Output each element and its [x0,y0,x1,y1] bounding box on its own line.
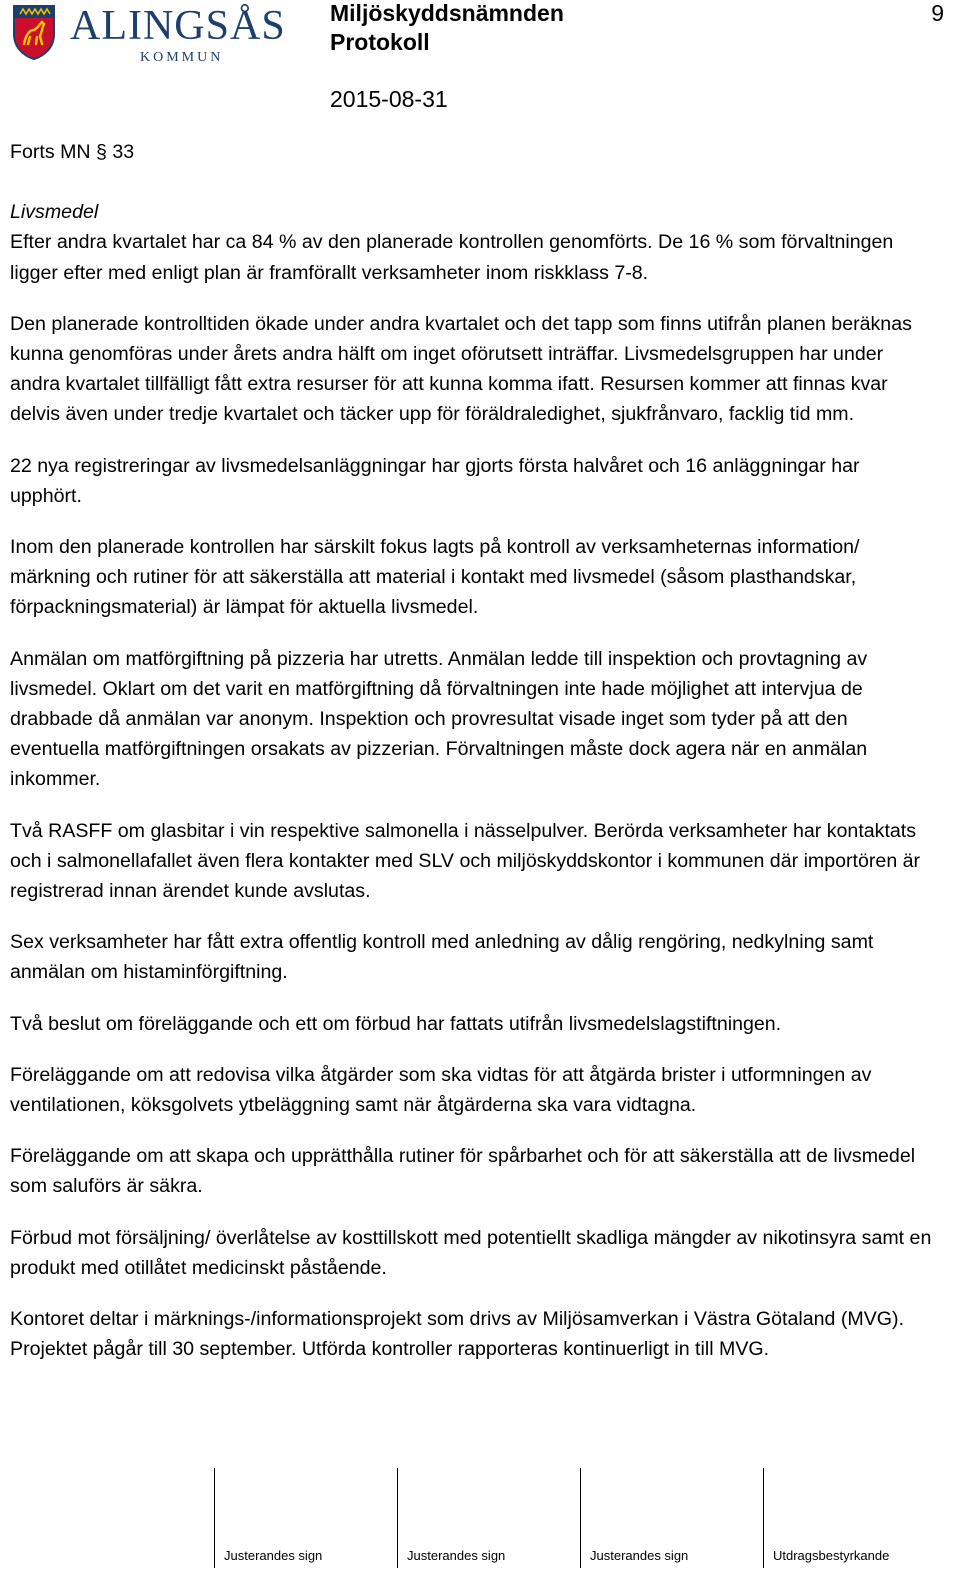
paragraph: Föreläggande om att skapa och upprätthålla rutiner för spårbarhet och för att säkerställa att de livsmedel som saluförs är säkra. [10,1145,916,1198]
signature-box-3: Justerandes sign [590,1548,689,1563]
paragraph: Anmälan om matförgiftning på pizzeria har utretts. Anmälan ledde till inspektion och provtagning av livsmedel. Oklart om det varit en matförgiftning då förvaltningen inte hade möjlighet att intervjua de drabbade då anmälan var anonym. Inspektion och provresultat visade inget som tyder på att den eventuella matförgiftningen orsakats av pizzerian. Förvaltningen måste dock agera när en anmälan inkommer. [10,647,868,791]
signature-divider [397,1468,398,1568]
signature-divider [763,1468,764,1568]
signature-box-1: Justerandes sign [224,1548,323,1563]
signature-box-2: Justerandes sign [407,1548,506,1563]
paragraph: Efter andra kvartalet har ca 84 % av den planerade kontrollen genomförts. De 16 % som förvaltningen ligger efter med enligt plan är framförallt verksamheter inom riskklass 7-8. [10,231,894,284]
document-body [10,137,935,1365]
signature-divider [580,1468,581,1568]
page-number: 9 [931,0,944,26]
logo-wordmark: ALINGSÅS [70,3,286,49]
section-reference: Forts MN § 33 [10,141,135,163]
municipality-logo [12,4,292,66]
signature-divider [214,1468,215,1568]
document-type: Protokoll [330,29,430,55]
paragraph: Inom den planerade kontrollen har särskilt fokus lagts på kontroll av verksamheternas information/ märkning och rutiner för att säkerställa att material i kontakt med livsmedel (såsom plasthandskar, förpackningsmaterial) är lämpat för aktuella livsmedel. [10,536,860,619]
coat-of-arms-icon [12,4,56,60]
logo-subtext: KOMMUN [140,50,224,65]
meeting-date: 2015-08-31 [330,86,448,112]
attestation-box: Utdragsbestyrkande [773,1548,890,1563]
paragraph: Föreläggande om att redovisa vilka åtgärder som ska vidtas för att åtgärda brister i utformningen av ventilationen, köksgolvets ytbeläggning samt när åtgärderna ska vara vidtagna. [10,1063,872,1117]
section-heading: Livsmedel [10,201,99,224]
paragraph: Sex verksamheter har fått extra offentlig kontroll med anledning av dålig rengöring, nedkylning samt anmälan om histaminförgiftning. [10,931,874,984]
paragraph: Två RASFF om glasbitar i vin respektive salmonella i nässelpulver. Berörda verksamheter har kontaktats och i salmonellafallet även flera kontakter med SLV och miljöskyddskontor i kommunen där importören är registrerad innan ärendet kunde avslutas. [10,819,921,903]
paragraph: Förbud mot försäljning/ överlåtelse av kosttillskott med potentiellt skadliga mängder av nikotinsyra samt en produkt med otillåtet medicinskt påstående. [10,1226,932,1279]
paragraph: Den planerade kontrolltiden ökade under andra kvartalet och det tapp som finns utifrån planen beräknas kunna genomföras under årets andra hälft om inget oförutsett inträffar. Livsmedelsgruppen har under andra kvartalet tillfälligt fått extra resurser för att kunna komma ifatt. Resursen kommer att finnas kvar delvis även under tredje kvartalet och täcker upp för föräldraledighet, sjukfrånvaro, facklig tid mm. [10,312,912,426]
committee-title: Miljöskyddsnämnden [330,0,564,26]
paragraph: 22 nya registreringar av livsmedelsanläggningar har gjorts första halvåret och 16 anläggningar har upphört. [10,454,860,507]
paragraph: Kontoret deltar i märknings-/informationsprojekt som drivs av Miljösamverkan i Västra Götaland (MVG). Projektet pågår till 30 september. Utförda kontroller rapporteras kontinuerligt in till MVG. [10,1308,905,1361]
paragraph: Två beslut om föreläggande och ett om förbud har fattats utifrån livsmedelslagstiftningen. [10,1012,782,1035]
